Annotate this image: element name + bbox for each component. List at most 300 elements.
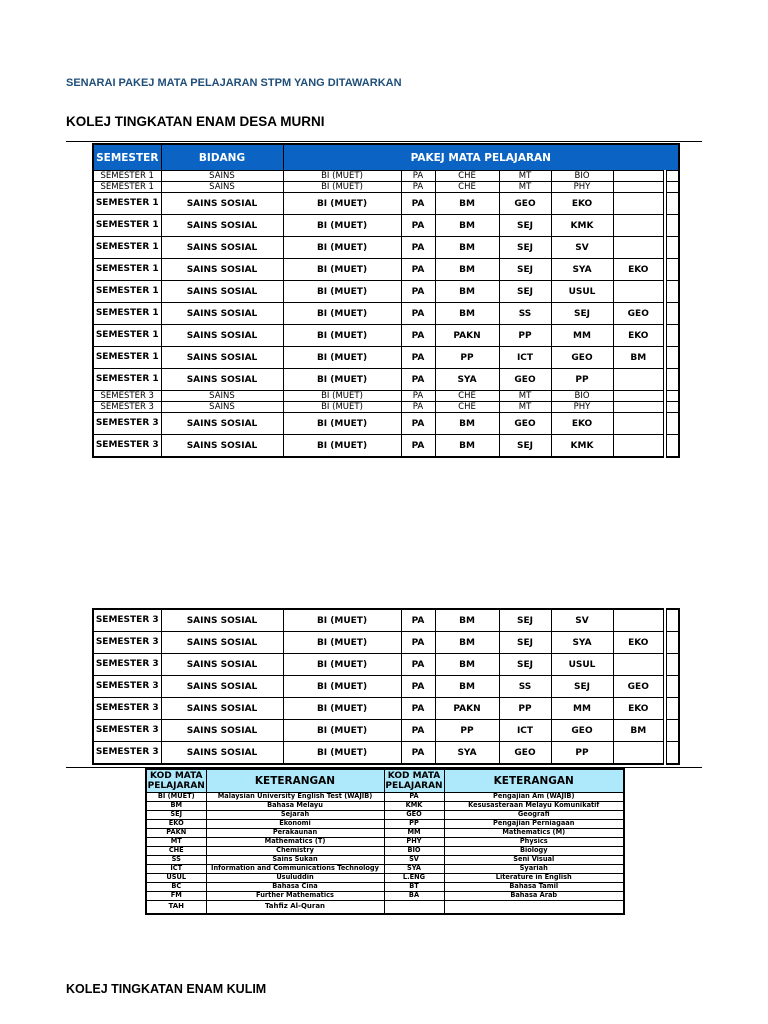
bidang-cell: SAINS SOSIAL [161,435,283,458]
semester-cell: SEMESTER 3 [93,654,161,676]
subject-cell: PA [401,413,435,435]
bidang-cell: SAINS SOSIAL [161,654,283,676]
semester-cell: SEMESTER 3 [93,698,161,720]
subject-cell: PA [401,391,435,402]
legend-description: Pengajian Perniagaan [444,820,624,829]
subject-cell: BI (MUET) [283,182,401,193]
bidang-cell: SAINS SOSIAL [161,698,283,720]
divider-line [66,141,702,142]
subject-cell: BM [435,215,499,237]
bidang-cell: SAINS SOSIAL [161,632,283,654]
legend-description: Malaysian University English Test (WAJIB) [206,793,384,802]
semester-cell: SEMESTER 1 [93,182,161,193]
bidang-cell: SAINS SOSIAL [161,720,283,742]
subject-cell: PA [401,402,435,413]
subject-cell: BIO [551,171,613,182]
subject-cell: GEO [499,742,551,765]
border-cell [665,171,679,182]
subject-cell: CHE [435,402,499,413]
subject-cell: EKO [613,632,665,654]
table-row [93,281,679,303]
semester-cell: SEMESTER 3 [93,632,161,654]
subject-cell: GEO [499,369,551,391]
bidang-cell: SAINS SOSIAL [161,413,283,435]
border-cell [665,182,679,193]
legend-code: CHE [146,847,206,856]
subject-cell: SV [551,237,613,259]
subject-cell: GEO [551,347,613,369]
subject-cell: EKO [613,259,665,281]
legend-description [444,901,624,915]
subject-cell: BI (MUET) [283,303,401,325]
subject-cell: BI (MUET) [283,402,401,413]
subject-cell: PA [401,303,435,325]
subject-cell: PA [401,632,435,654]
subject-cell: BI (MUET) [283,369,401,391]
subject-cell: BI (MUET) [283,654,401,676]
subject-cell: BI (MUET) [283,742,401,765]
bidang-cell: SAINS SOSIAL [161,281,283,303]
table-row [93,215,679,237]
border-cell [665,347,679,369]
semester-cell: SEMESTER 3 [93,720,161,742]
subject-cell: BI (MUET) [283,237,401,259]
table-row [93,193,679,215]
table-row [93,609,679,632]
subject-cell: BM [435,303,499,325]
subject-cell: PA [401,347,435,369]
legend-code: MM [384,829,444,838]
subject-cell: EKO [551,413,613,435]
semester-cell: SEMESTER 1 [93,171,161,182]
border-cell [665,413,679,435]
table-header-row [93,144,679,171]
subject-cell: CHE [435,171,499,182]
legend-header-keterangan: KETERANGAN [206,769,384,793]
table-row [93,402,679,413]
subject-cell [613,402,665,413]
legend-description: Bahasa Tamil [444,883,624,892]
table-row [93,303,679,325]
border-cell [665,303,679,325]
legend-code: SV [384,856,444,865]
legend-code: SS [146,856,206,865]
subject-cell: PHY [551,182,613,193]
legend-code: KMK [384,802,444,811]
header-bidang: BIDANG [161,144,283,171]
subject-cell: SV [551,609,613,632]
subject-cell: PP [551,369,613,391]
subject-cell [613,281,665,303]
subject-cell: SYA [435,742,499,765]
subject-cell: PP [499,325,551,347]
legend-description: Chemistry [206,847,384,856]
legend-row [146,793,624,802]
subject-cell: USUL [551,281,613,303]
subject-cell: BI (MUET) [283,435,401,458]
subject-cell [613,215,665,237]
subject-cell: BIO [551,391,613,402]
subject-cell [613,171,665,182]
header-pakej: PAKEJ MATA PELAJARAN [283,144,679,171]
subject-cell: ICT [499,347,551,369]
legend-row [146,892,624,901]
table-row [93,182,679,193]
subject-cell: BM [435,259,499,281]
legend-description: Pengajian Am (WAJIB) [444,793,624,802]
subject-cell: PHY [551,402,613,413]
subject-cell: MT [499,171,551,182]
subject-cell: PA [401,325,435,347]
bidang-cell: SAINS SOSIAL [161,369,283,391]
border-cell [665,742,679,765]
subject-cell: PAKN [435,698,499,720]
semester-cell: SEMESTER 1 [93,303,161,325]
legend-code: SEJ [146,811,206,820]
bidang-cell: SAINS SOSIAL [161,676,283,698]
subject-cell: GEO [551,720,613,742]
bidang-cell: SAINS [161,182,283,193]
legend-description: Seni Visual [444,856,624,865]
legend-header-keterangan: KETERANGAN [444,769,624,793]
subject-cell: BM [435,609,499,632]
subject-cell: PA [401,281,435,303]
legend-description: Bahasa Arab [444,892,624,901]
legend-code: USUL [146,874,206,883]
legend-code: PA [384,793,444,802]
subject-cell [613,182,665,193]
subject-cell: SEJ [499,259,551,281]
border-cell [665,435,679,458]
college-title-kulim: KOLEJ TINGKATAN ENAM KULIM [66,982,267,996]
subject-cell: SYA [435,369,499,391]
legend-description: Kesusasteraan Melayu Komunikatif [444,802,624,811]
subject-cell: PA [401,676,435,698]
semester-cell: SEMESTER 3 [93,413,161,435]
semester-cell: SEMESTER 1 [93,215,161,237]
subject-cell: BI (MUET) [283,609,401,632]
subject-cell: EKO [613,325,665,347]
border-cell [665,609,679,632]
subject-code-legend [145,768,625,915]
subject-cell: PA [401,193,435,215]
subject-cell: SEJ [499,215,551,237]
semester-cell: SEMESTER 3 [93,435,161,458]
legend-code: BM [146,802,206,811]
subject-cell: BM [613,720,665,742]
college-title-desa-murni: KOLEJ TINGKATAN ENAM DESA MURNI [66,114,325,129]
subject-cell [613,369,665,391]
subject-cell: SEJ [551,303,613,325]
subject-cell: PAKN [435,325,499,347]
semester-cell: SEMESTER 3 [93,391,161,402]
border-cell [665,215,679,237]
semester-cell: SEMESTER 1 [93,281,161,303]
semester-cell: SEMESTER 1 [93,259,161,281]
legend-description: Perakaunan [206,829,384,838]
semester-cell: SEMESTER 1 [93,237,161,259]
legend-description: Tahfiz Al-Quran [206,901,384,915]
subject-cell: BI (MUET) [283,698,401,720]
legend-row [146,901,624,915]
subject-cell: SYA [551,259,613,281]
table-row [93,391,679,402]
subject-cell: BM [435,435,499,458]
legend-description: Bahasa Cina [206,883,384,892]
bidang-cell: SAINS SOSIAL [161,347,283,369]
subject-cell: PA [401,259,435,281]
legend-row [146,874,624,883]
subject-cell: PA [401,237,435,259]
subject-cell: BM [435,413,499,435]
legend-code: BA [384,892,444,901]
package-table [92,143,680,458]
subject-cell: PA [401,215,435,237]
bidang-cell: SAINS SOSIAL [161,303,283,325]
table-row [93,742,679,765]
subject-cell: PP [499,698,551,720]
legend-code: MT [146,838,206,847]
subject-cell: MM [551,325,613,347]
subject-cell: BI (MUET) [283,676,401,698]
subject-cell: PP [551,742,613,765]
subject-cell: PA [401,742,435,765]
subject-cell: BI (MUET) [283,215,401,237]
bidang-cell: SAINS [161,402,283,413]
semester-cell: SEMESTER 1 [93,347,161,369]
subject-cell: PA [401,720,435,742]
table-row [93,347,679,369]
subject-cell: BI (MUET) [283,281,401,303]
border-cell [665,281,679,303]
table-row [93,237,679,259]
subject-cell: SEJ [499,237,551,259]
border-cell [665,369,679,391]
subject-cell: SYA [551,632,613,654]
subject-cell: BI (MUET) [283,391,401,402]
subject-cell [613,609,665,632]
legend-code: BC [146,883,206,892]
legend-description: Literature in English [444,874,624,883]
subject-cell [613,435,665,458]
subject-cell: BI (MUET) [283,193,401,215]
subject-cell: GEO [613,676,665,698]
subject-cell: SEJ [499,632,551,654]
bidang-cell: SAINS SOSIAL [161,215,283,237]
page-heading: SENARAI PAKEJ MATA PELAJARAN STPM YANG DITAWARKAN [66,77,402,89]
header-semester: SEMESTER [93,144,161,171]
legend-row [146,820,624,829]
legend-row [146,829,624,838]
legend-description: Ekonomi [206,820,384,829]
legend-code: PHY [384,838,444,847]
semester-cell: SEMESTER 3 [93,742,161,765]
subject-cell: MT [499,402,551,413]
bidang-cell: SAINS SOSIAL [161,193,283,215]
table-row [93,720,679,742]
legend-header-kod: KOD MATA PELAJARAN [147,771,205,791]
border-cell [665,698,679,720]
table-row [93,435,679,458]
legend-description: Biology [444,847,624,856]
bidang-cell: SAINS SOSIAL [161,609,283,632]
legend-description: Syariah [444,865,624,874]
subject-cell: BM [435,676,499,698]
legend-description: Bahasa Melayu [206,802,384,811]
subject-cell [613,391,665,402]
subject-cell: CHE [435,391,499,402]
bidang-cell: SAINS [161,391,283,402]
subject-cell: PP [435,720,499,742]
legend-code: SYA [384,865,444,874]
subject-cell [613,654,665,676]
subject-cell: BI (MUET) [283,325,401,347]
subject-cell [613,193,665,215]
subject-cell: SEJ [499,435,551,458]
legend-header-kod: KOD MATA PELAJARAN [385,771,443,791]
subject-cell: BM [435,281,499,303]
legend-code: EKO [146,820,206,829]
subject-cell: MM [551,698,613,720]
subject-cell: BI (MUET) [283,632,401,654]
legend-description: Information and Communications Technology [206,865,384,874]
legend-row [146,838,624,847]
table-row [93,413,679,435]
legend-description: Usuluddin [206,874,384,883]
legend-description: Mathematics (T) [206,838,384,847]
semester-cell: SEMESTER 1 [93,193,161,215]
subject-cell: SS [499,676,551,698]
subject-cell: PA [401,435,435,458]
legend-code: BIO [384,847,444,856]
legend-row [146,883,624,892]
subject-cell: BI (MUET) [283,171,401,182]
subject-cell [613,237,665,259]
legend-description: Sains Sukan [206,856,384,865]
border-cell [665,259,679,281]
subject-cell: BM [435,654,499,676]
subject-cell: CHE [435,182,499,193]
subject-cell: SEJ [551,676,613,698]
subject-cell: BM [613,347,665,369]
legend-code: PAKN [146,829,206,838]
subject-cell: GEO [613,303,665,325]
semester-cell: SEMESTER 3 [93,676,161,698]
legend-code [384,901,444,915]
border-cell [665,632,679,654]
subject-cell: GEO [499,193,551,215]
table-row [93,632,679,654]
table-row [93,654,679,676]
legend-row [146,847,624,856]
subject-cell: KMK [551,215,613,237]
subject-cell: SEJ [499,281,551,303]
bidang-cell: SAINS SOSIAL [161,259,283,281]
table-row [93,676,679,698]
subject-cell: BI (MUET) [283,347,401,369]
legend-code: PP [384,820,444,829]
legend-row [146,811,624,820]
bidang-cell: SAINS SOSIAL [161,237,283,259]
bidang-cell: SAINS [161,171,283,182]
legend-description: Mathematics (M) [444,829,624,838]
border-cell [665,391,679,402]
subject-cell: EKO [551,193,613,215]
subject-cell: ICT [499,720,551,742]
subject-cell: SEJ [499,654,551,676]
legend-description: Sejarah [206,811,384,820]
subject-cell: BM [435,193,499,215]
subject-cell: GEO [499,413,551,435]
legend-code: BI (MUET) [146,793,206,802]
subject-cell: BM [435,632,499,654]
subject-cell: PA [401,171,435,182]
border-cell [665,676,679,698]
legend-code: L.ENG [384,874,444,883]
subject-cell: PA [401,369,435,391]
legend-code: ICT [146,865,206,874]
table-row [93,171,679,182]
subject-cell: MT [499,182,551,193]
legend-code: TAH [146,901,206,915]
semester-cell: SEMESTER 1 [93,325,161,347]
subject-cell [613,413,665,435]
semester-cell: SEMESTER 3 [93,402,161,413]
subject-cell: USUL [551,654,613,676]
border-cell [665,720,679,742]
legend-row [146,802,624,811]
border-cell [665,402,679,413]
legend-header-row [146,769,624,793]
legend-code: FM [146,892,206,901]
subject-cell: PA [401,609,435,632]
table-row [93,698,679,720]
bidang-cell: SAINS SOSIAL [161,325,283,347]
subject-cell [613,742,665,765]
table-row [93,369,679,391]
legend-row [146,856,624,865]
semester-cell: SEMESTER 3 [93,609,161,632]
legend-description: Physics [444,838,624,847]
legend-description: Further Mathematics [206,892,384,901]
legend-description: Geografi [444,811,624,820]
legend-code: GEO [384,811,444,820]
border-cell [665,325,679,347]
legend-code: BT [384,883,444,892]
table-row [93,325,679,347]
subject-cell: EKO [613,698,665,720]
subject-cell: SS [499,303,551,325]
border-cell [665,654,679,676]
semester-cell: SEMESTER 1 [93,369,161,391]
border-cell [665,193,679,215]
subject-cell: MT [499,391,551,402]
table-row [93,259,679,281]
subject-cell: BI (MUET) [283,720,401,742]
subject-cell: KMK [551,435,613,458]
subject-cell: PP [435,347,499,369]
border-cell [665,237,679,259]
subject-cell: SEJ [499,609,551,632]
subject-cell: BI (MUET) [283,413,401,435]
subject-cell: BI (MUET) [283,259,401,281]
subject-cell: PA [401,698,435,720]
legend-row [146,865,624,874]
subject-cell: BM [435,237,499,259]
package-table-continued [92,608,680,765]
subject-cell: PA [401,182,435,193]
bidang-cell: SAINS SOSIAL [161,742,283,765]
